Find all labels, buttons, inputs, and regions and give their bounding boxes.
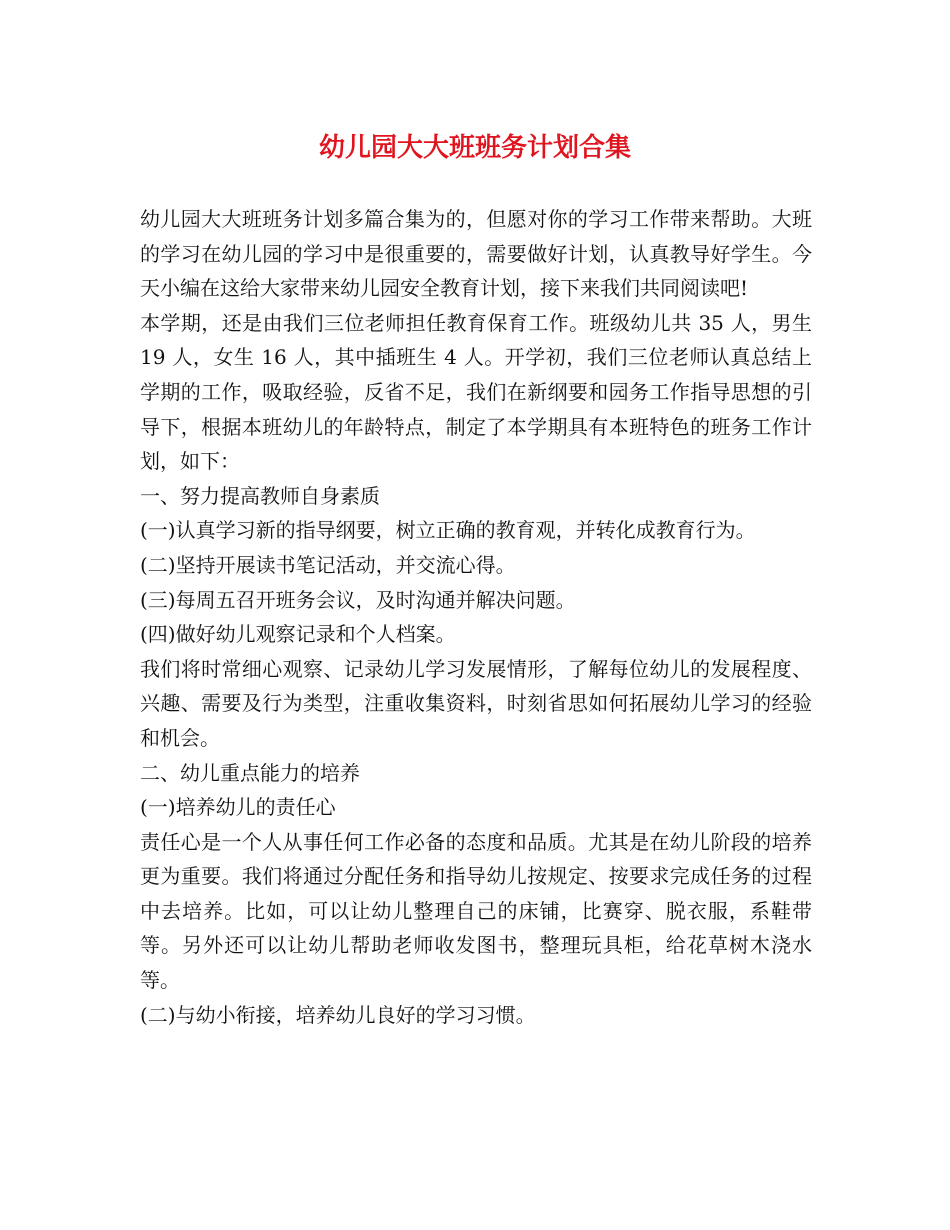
intro-paragraph: 幼儿园大大班班务计划多篇合集为的，但愿对你的学习工作带来帮助。大班的学习在幼儿园的学习中是很重要的，需要做好计划，认真教导好学生。今天小编在这给大家带来幼儿园安全教育计划，接下来我们共同阅读吧! xyxy=(140,207,812,301)
list-item-1-3: (三)每周五召开班务会议，及时沟通并解决问题。 xyxy=(140,587,576,612)
observation-paragraph: 我们将时常细心观察、记录幼儿学习发展情形，了解每位幼儿的发展程度、兴趣、需要及行为类型，注重收集资料，时刻省思如何拓展幼儿学习的经验和机会。 xyxy=(140,656,812,750)
list-item-2-2: (二)与幼小衔接，培养幼儿良好的学习习惯。 xyxy=(140,1002,536,1027)
document-title: 幼儿园大大班班务计划合集 xyxy=(318,133,631,163)
list-item-1-1: (一)认真学习新的指导纲要，树立正确的教育观，并转化成教育行为。 xyxy=(140,518,756,543)
list-item-1-4: (四)做好幼儿观察记录和个人档案。 xyxy=(140,622,456,647)
document-body xyxy=(140,202,812,1032)
class-overview-paragraph: 本学期，还是由我们三位老师担任教育保育工作。班级幼儿共 35 人，男生 19 人，女生 16 人，其中插班生 4 人。开学初，我们三位老师认真总结上学期的工作，吸取经验，反省不足，我们在新纲要和园务工作指导思想的引导下，根据本班幼儿的年龄特点，制定了本学期具有本班特色的班务工作计划，如下： xyxy=(140,310,812,474)
list-item-1-2: (二)坚持开展读书笔记活动，并交流心得。 xyxy=(140,552,516,577)
section-heading-2: 二、幼儿重点能力的培养 xyxy=(140,760,360,785)
list-item-2-1: (一)培养幼儿的责任心 xyxy=(140,795,336,820)
responsibility-paragraph: 责任心是一个人从事任何工作必备的态度和品质。尤其是在幼儿阶段的培养更为重要。我们将通过分配任务和指导幼儿按规定、按要求完成任务的过程中去培养。比如，可以让幼儿整理自己的床铺，比赛穿、脱衣服，系鞋带等。另外还可以让幼儿帮助老师收发图书，整理玩具柜，给花草树木浇水等。 xyxy=(140,829,812,993)
section-heading-1: 一、努力提高教师自身素质 xyxy=(140,483,380,508)
